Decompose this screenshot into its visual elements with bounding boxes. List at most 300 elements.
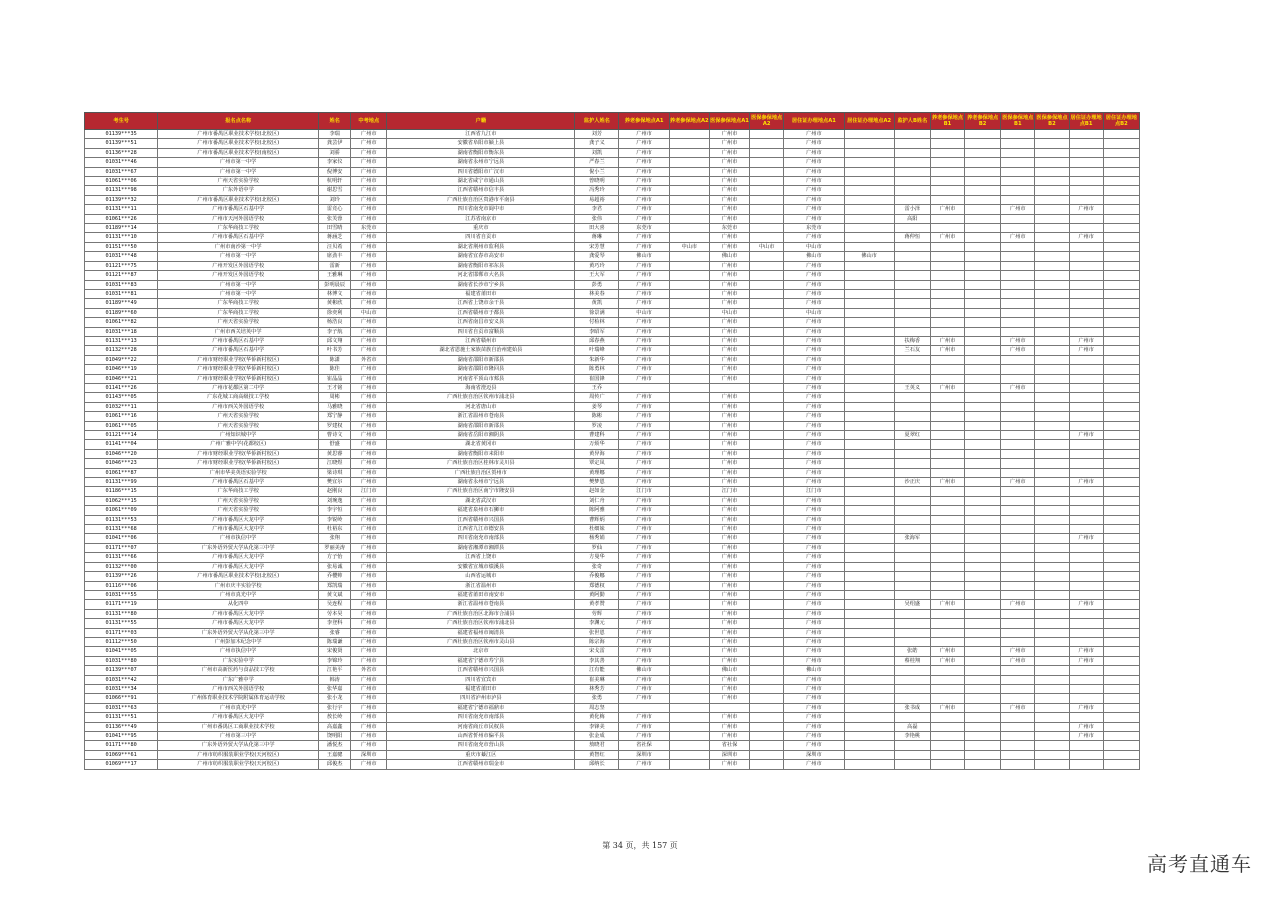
table-cell <box>1035 449 1069 458</box>
table-cell <box>965 525 1001 534</box>
table-cell: 广东华商技工学校 <box>158 487 319 496</box>
table-cell <box>669 224 709 233</box>
table-cell: 广州市 <box>709 468 749 477</box>
table-cell <box>844 318 894 327</box>
table-cell: 广州市 <box>784 760 844 769</box>
table-cell <box>1103 139 1139 148</box>
table-cell: 江晓煜 <box>319 459 351 468</box>
table-cell: 李君 <box>575 205 619 214</box>
table-cell: 广州市 <box>709 393 749 402</box>
table-cell <box>965 327 1001 336</box>
table-cell <box>1103 684 1139 693</box>
table-cell: 张皓 <box>894 647 930 656</box>
table-cell <box>894 459 930 468</box>
table-cell: 湖南省永州市宁远县 <box>387 158 575 167</box>
table-cell: 广州市 <box>784 656 844 665</box>
table-cell: 王乔 <box>575 383 619 392</box>
table-cell <box>1001 252 1035 261</box>
table-cell: 中山市 <box>669 242 709 251</box>
table-cell: 广州市 <box>619 167 669 176</box>
table-cell: 海南省澄迈县 <box>387 383 575 392</box>
table-cell <box>1001 590 1035 599</box>
table-cell: 广州市 <box>784 647 844 656</box>
table-cell <box>1069 609 1103 618</box>
table-cell <box>750 525 784 534</box>
table-cell: 张金成 <box>575 732 619 741</box>
table-cell: 广州市 <box>619 722 669 731</box>
table-cell: 广州市 <box>784 703 844 712</box>
table-cell: 宋芳慧 <box>575 242 619 251</box>
table-cell: 罗建权 <box>319 421 351 430</box>
table-cell <box>1103 656 1139 665</box>
table-cell <box>1035 656 1069 665</box>
table-cell <box>1069 562 1103 571</box>
table-cell <box>965 252 1001 261</box>
table-cell: 广州市 <box>784 525 844 534</box>
table-cell: 张世恩 <box>575 628 619 637</box>
table-cell <box>894 158 930 167</box>
table-cell <box>669 214 709 223</box>
table-cell: 刘芳 <box>575 130 619 139</box>
table-cell <box>894 750 930 759</box>
table-cell <box>1103 440 1139 449</box>
table-row <box>85 412 1140 421</box>
table-cell: 方曼华 <box>575 553 619 562</box>
table-cell: 郑宁静 <box>319 412 351 421</box>
table-cell: 广州市 <box>784 694 844 703</box>
table-row <box>85 694 1140 703</box>
table-cell: 广州市 <box>619 336 669 345</box>
table-cell <box>930 609 964 618</box>
table-cell: 邱纳长 <box>575 760 619 769</box>
table-cell: 广州市 <box>784 619 844 628</box>
table-cell <box>1069 675 1103 684</box>
table-cell: 广州市 <box>709 656 749 665</box>
table-cell: 广州市 <box>709 346 749 355</box>
table-cell <box>750 346 784 355</box>
table-cell: 杜细妹 <box>575 525 619 534</box>
table-cell <box>930 195 964 204</box>
table-cell: 叶瑞峰 <box>575 346 619 355</box>
table-cell <box>750 177 784 186</box>
table-cell <box>844 271 894 280</box>
table-cell: 湖南省衡阳市祁东县 <box>387 261 575 270</box>
table-cell: 江西省赣州市兴国县 <box>387 666 575 675</box>
table-cell <box>669 722 709 731</box>
table-cell: 广州市 <box>351 318 387 327</box>
table-cell: 01031***18 <box>85 327 158 336</box>
table-cell <box>1103 205 1139 214</box>
table-cell <box>844 449 894 458</box>
table-cell: 01131***11 <box>85 205 158 214</box>
table-cell <box>1069 412 1103 421</box>
table-cell: 广州市 <box>709 130 749 139</box>
table-row <box>85 365 1140 374</box>
table-cell: 广州市 <box>1001 647 1035 656</box>
table-cell <box>844 684 894 693</box>
table-cell <box>965 562 1001 571</box>
table-cell: 01061***26 <box>85 214 158 223</box>
table-cell: 广州市 <box>709 158 749 167</box>
table-cell <box>669 167 709 176</box>
table-cell: 黄巧玲 <box>575 261 619 270</box>
table-cell: 刘仁舟 <box>575 496 619 505</box>
table-cell: 舒盛 <box>319 440 351 449</box>
table-cell <box>965 750 1001 759</box>
table-row <box>85 581 1140 590</box>
table-cell: 01131***66 <box>85 553 158 562</box>
table-cell <box>844 543 894 552</box>
table-cell: 广州市 <box>351 590 387 599</box>
table-cell: 湖北省咸宁市通山县 <box>387 177 575 186</box>
table-cell <box>669 468 709 477</box>
table-cell: 东莞市 <box>619 224 669 233</box>
table-cell <box>1069 365 1103 374</box>
table-cell <box>669 365 709 374</box>
table-cell: 蒋琳 <box>575 233 619 242</box>
table-cell: 广东外语外贸大学从化第三中学 <box>158 543 319 552</box>
table-cell: 广州市番禺区石基中学 <box>158 233 319 242</box>
table-cell: 广州市西关培英中学 <box>158 327 319 336</box>
table-cell <box>965 431 1001 440</box>
table-cell <box>750 496 784 505</box>
table-cell <box>844 628 894 637</box>
table-row <box>85 760 1140 769</box>
table-cell: 江西省赣州市 <box>387 336 575 345</box>
table-cell: 四川省泸州市泸县 <box>387 694 575 703</box>
table-cell: 广州市 <box>619 431 669 440</box>
table-cell <box>894 684 930 693</box>
table-cell: 福建省莆田市南安市 <box>387 590 575 599</box>
table-cell <box>844 346 894 355</box>
table-cell <box>1103 431 1139 440</box>
table-cell <box>1103 167 1139 176</box>
table-cell <box>669 393 709 402</box>
table-cell: 广州市 <box>1001 233 1035 242</box>
table-cell <box>965 703 1001 712</box>
table-cell <box>844 666 894 675</box>
table-cell: 广州市 <box>784 562 844 571</box>
table-cell: 广州市 <box>709 271 749 280</box>
table-cell <box>844 139 894 148</box>
table-cell: 广州市 <box>709 515 749 524</box>
table-cell <box>750 365 784 374</box>
table-cell <box>750 167 784 176</box>
table-cell: 张行宇 <box>319 703 351 712</box>
table-cell: 湖南省邵阳市隆回县 <box>387 365 575 374</box>
table-cell: 广州市 <box>351 694 387 703</box>
table-cell <box>1103 525 1139 534</box>
table-row <box>85 675 1140 684</box>
table-cell <box>750 214 784 223</box>
table-cell: 四川省自贡市 <box>387 233 575 242</box>
table-row <box>85 440 1140 449</box>
table-cell <box>1103 421 1139 430</box>
table-cell <box>844 327 894 336</box>
table-cell <box>930 355 964 364</box>
table-cell <box>930 619 964 628</box>
table-cell: 01131***98 <box>85 186 158 195</box>
table-cell <box>669 581 709 590</box>
table-cell <box>669 506 709 515</box>
table-cell <box>1001 412 1035 421</box>
table-cell: 省社保 <box>619 741 669 750</box>
table-cell <box>1001 431 1035 440</box>
table-cell: 席劲丰 <box>319 252 351 261</box>
table-cell <box>1103 534 1139 543</box>
table-cell: 广州市 <box>619 684 669 693</box>
table-cell: 广州市 <box>930 336 964 345</box>
table-cell: 广州市 <box>709 562 749 571</box>
table-cell: 广州市 <box>619 496 669 505</box>
table-cell <box>844 619 894 628</box>
table-cell <box>1069 252 1103 261</box>
table-cell <box>750 506 784 515</box>
table-cell <box>1035 195 1069 204</box>
table-cell: 广州市 <box>709 139 749 148</box>
table-cell <box>894 562 930 571</box>
table-cell: 广州市 <box>784 543 844 552</box>
table-cell: 广州市番禺区石基中学 <box>158 336 319 345</box>
table-cell <box>965 139 1001 148</box>
table-cell: 广州市 <box>784 383 844 392</box>
table-cell <box>1069 543 1103 552</box>
table-row <box>85 167 1140 176</box>
table-cell <box>1069 158 1103 167</box>
table-cell <box>750 158 784 167</box>
table-cell <box>1069 214 1103 223</box>
table-cell <box>930 760 964 769</box>
table-cell <box>1103 261 1139 270</box>
table-cell <box>750 374 784 383</box>
table-cell <box>930 487 964 496</box>
table-cell: 浙江省温州市苍南县 <box>387 600 575 609</box>
table-cell: 广州市西关外国语学校 <box>158 684 319 693</box>
table-cell: 江门市 <box>784 487 844 496</box>
table-cell <box>1035 496 1069 505</box>
table-cell <box>669 252 709 261</box>
table-cell: 周传广 <box>575 393 619 402</box>
table-cell: 罗丽美涛 <box>319 543 351 552</box>
table-cell: 广州市 <box>784 289 844 298</box>
table-cell <box>844 289 894 298</box>
page-number: 第 34 页，共 157 页 <box>602 841 678 850</box>
table-cell: 广州市 <box>619 562 669 571</box>
table-cell: 广州市 <box>1069 233 1103 242</box>
table-cell: 广州市 <box>930 205 964 214</box>
table-row <box>85 496 1140 505</box>
table-cell: 广州市 <box>619 130 669 139</box>
table-cell <box>669 543 709 552</box>
table-cell <box>844 722 894 731</box>
table-cell: 宋戈雷 <box>575 647 619 656</box>
table-cell <box>894 252 930 261</box>
table-cell <box>1069 318 1103 327</box>
table-cell <box>1103 449 1139 458</box>
table-cell <box>1001 722 1035 731</box>
table-cell <box>1103 515 1139 524</box>
table-cell <box>965 346 1001 355</box>
table-cell <box>709 383 749 392</box>
table-cell <box>709 703 749 712</box>
table-cell <box>930 543 964 552</box>
table-cell <box>1035 130 1069 139</box>
column-header: 姓名 <box>319 113 351 130</box>
table-cell <box>1001 271 1035 280</box>
table-cell: 北京市 <box>387 647 575 656</box>
table-cell: 广州市 <box>351 130 387 139</box>
table-cell: 林美春 <box>575 289 619 298</box>
table-cell: 广州市 <box>784 722 844 731</box>
table-cell <box>669 656 709 665</box>
table-row <box>85 252 1140 261</box>
table-cell: 广州市 <box>709 177 749 186</box>
table-cell <box>1069 440 1103 449</box>
table-cell <box>1103 346 1139 355</box>
table-cell <box>1035 572 1069 581</box>
table-cell <box>1103 478 1139 487</box>
table-cell: 01139***51 <box>85 139 158 148</box>
table-cell <box>930 289 964 298</box>
table-cell <box>930 412 964 421</box>
table-cell <box>930 167 964 176</box>
table-cell: 李登科 <box>319 619 351 628</box>
table-cell: 广州市 <box>619 139 669 148</box>
table-cell: 广州市纺织服装职业学校(天河校区) <box>158 760 319 769</box>
table-cell <box>930 628 964 637</box>
table-cell <box>844 195 894 204</box>
table-cell <box>750 402 784 411</box>
table-cell <box>894 299 930 308</box>
table-cell <box>1103 233 1139 242</box>
table-cell: 刘琬逸 <box>319 496 351 505</box>
table-cell: 广州市天河外国语学校 <box>158 214 319 223</box>
table-cell <box>1069 271 1103 280</box>
table-cell: 东莞市 <box>784 224 844 233</box>
table-cell: 01136***49 <box>85 722 158 731</box>
table-row <box>85 242 1140 251</box>
table-cell: 广州市 <box>784 280 844 289</box>
table-cell: 01151***50 <box>85 242 158 251</box>
table-cell <box>669 271 709 280</box>
table-cell: 广州市 <box>351 336 387 345</box>
table-cell <box>930 139 964 148</box>
table-cell: 河北省邯郸市大名县 <box>387 271 575 280</box>
table-cell: 广州市番禺区大龙中学 <box>158 525 319 534</box>
table-cell: 倪博安 <box>319 167 351 176</box>
table-row <box>85 148 1140 157</box>
table-cell: 高磊 <box>894 722 930 731</box>
table-cell <box>1103 242 1139 251</box>
table-cell: 广州市 <box>351 515 387 524</box>
table-cell: 湖南省衡阳市衡东县 <box>387 148 575 157</box>
table-cell <box>1001 299 1035 308</box>
table-cell: 付检林 <box>575 318 619 327</box>
table-cell: 湖南省宜春市高安市 <box>387 252 575 261</box>
table-cell <box>844 186 894 195</box>
table-row <box>85 459 1140 468</box>
table-cell: 赵如金 <box>575 487 619 496</box>
table-cell: 广州市第一中学 <box>158 252 319 261</box>
table-cell: 广州市 <box>930 656 964 665</box>
table-cell: 江门市 <box>619 487 669 496</box>
table-cell: 01131***68 <box>85 525 158 534</box>
table-cell: 广州市 <box>784 327 844 336</box>
table-cell <box>930 506 964 515</box>
applicant-table <box>84 112 1140 770</box>
table-cell <box>844 703 894 712</box>
table-cell <box>1035 694 1069 703</box>
table-cell: 广州市 <box>784 732 844 741</box>
table-cell: 广州市 <box>351 412 387 421</box>
table-cell <box>750 449 784 458</box>
table-cell: 01131***80 <box>85 609 158 618</box>
table-cell: 广州市 <box>619 374 669 383</box>
column-header: 医保参保地点A2 <box>750 113 784 130</box>
table-cell <box>965 158 1001 167</box>
table-cell <box>1069 694 1103 703</box>
table-cell: 广州市番禺区职业技术学校(北校区) <box>158 195 319 204</box>
column-header: 户籍 <box>387 113 575 130</box>
table-cell <box>1001 496 1035 505</box>
table-cell <box>965 647 1001 656</box>
table-cell <box>1103 252 1139 261</box>
table-row <box>85 346 1140 355</box>
table-cell: 01143***05 <box>85 393 158 402</box>
table-cell: 广州市 <box>351 572 387 581</box>
table-cell: 广州市 <box>351 421 387 430</box>
column-header: 居住证办理地点A1 <box>784 113 844 130</box>
table-cell: 广州市 <box>709 628 749 637</box>
table-cell: 广州市番禺区职业技术学校(北校区) <box>158 572 319 581</box>
table-cell: 广州市财经职业学校(华侨新村校区) <box>158 365 319 374</box>
table-cell <box>1103 355 1139 364</box>
table-cell <box>930 684 964 693</box>
table-cell: 01131***51 <box>85 713 158 722</box>
table-cell <box>669 440 709 449</box>
table-cell <box>1001 177 1035 186</box>
table-cell <box>844 177 894 186</box>
table-cell <box>1035 637 1069 646</box>
table-cell: 黄阿勤 <box>575 590 619 599</box>
table-cell: 广州天省实验学校 <box>158 412 319 421</box>
table-cell: 广州市 <box>709 167 749 176</box>
table-cell <box>1069 468 1103 477</box>
table-cell: 广州市 <box>784 515 844 524</box>
table-cell <box>1069 525 1103 534</box>
table-cell: 广州市 <box>619 732 669 741</box>
table-cell <box>965 656 1001 665</box>
table-cell: 广州市 <box>784 440 844 449</box>
table-cell: 广州市 <box>1001 703 1035 712</box>
table-cell: 广州市 <box>1069 205 1103 214</box>
table-cell: 广州市 <box>351 675 387 684</box>
table-cell: 敖晓君 <box>575 741 619 750</box>
table-cell <box>965 496 1001 505</box>
table-cell: 李锋美 <box>575 722 619 731</box>
table-cell <box>1035 148 1069 157</box>
table-cell <box>669 346 709 355</box>
table-cell: 01061***06 <box>85 177 158 186</box>
table-cell: 广州市 <box>709 609 749 618</box>
table-cell <box>844 515 894 524</box>
table-cell: 广州开发区外国语学校 <box>158 271 319 280</box>
table-cell: 佛山市 <box>619 252 669 261</box>
table-cell: 01131***10 <box>85 233 158 242</box>
table-cell: 蒋仲恒 <box>894 233 930 242</box>
table-cell <box>1035 506 1069 515</box>
table-cell: 江西省赣州市兴国县 <box>387 515 575 524</box>
